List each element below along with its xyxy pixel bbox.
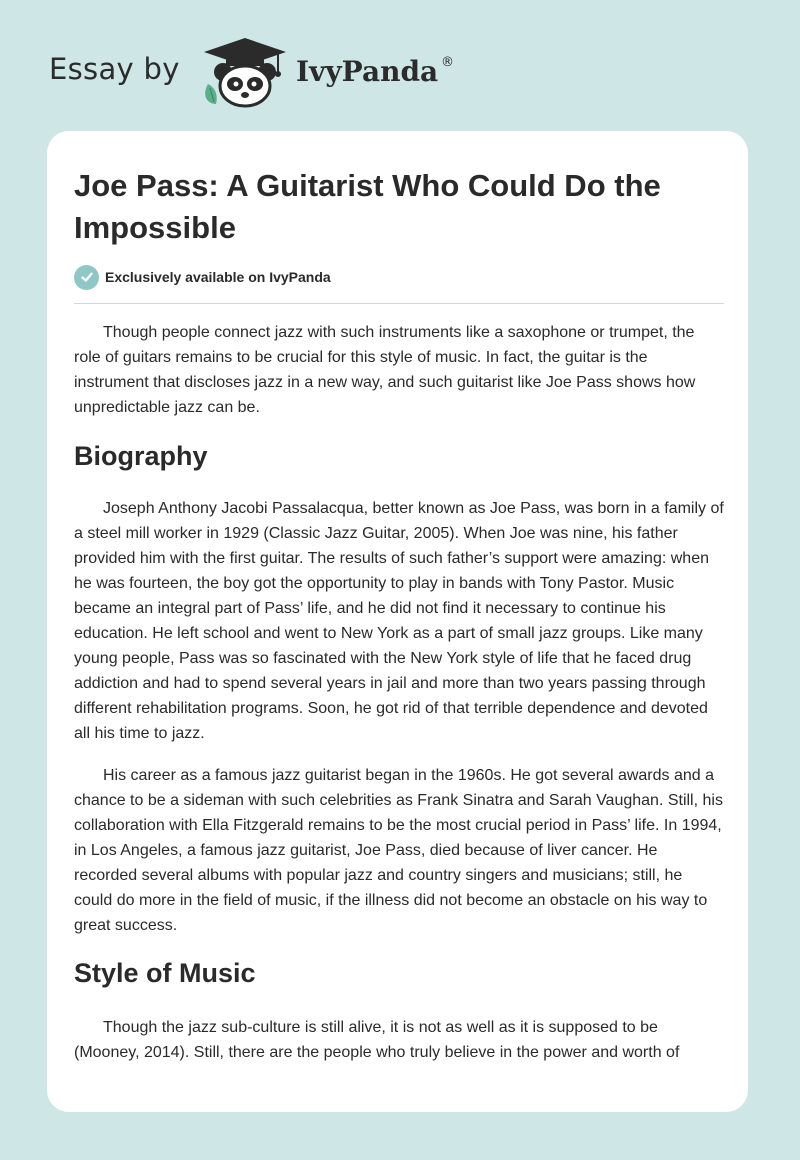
biography-paragraph-2: His career as a famous jazz guitarist began in the 1960s. He got several awards and a chance to be a sideman with such celebrities as Frank Sinatra and Sarah Vaughan. Still, his collaboration with Ella Fitzgerald remains to be the most crucial period in Pass’ life. In 1994, in Los Angeles, a famous jazz guitarist, Joe Pass, died because of liver cancer. He recorded several albums with popular jazz and country singers and musicians; still, he could do more in the field of music, if the illness did not become an obstacle on his way to great success. — [74, 767, 723, 934]
intro-paragraph: Though people connect jazz with such instruments like a saxophone or trumpet, the role of guitars remains to be crucial for this style of music. In fact, the guitar is the instrument that discloses jazz in a new way, and such guitarist like Joe Pass shows how unpredictable jazz can be. — [74, 324, 696, 416]
section-heading-style-of-music: Style of Music — [74, 958, 256, 988]
article-card — [47, 131, 748, 1112]
divider — [74, 303, 724, 304]
section-heading-biography: Biography — [74, 441, 208, 471]
panda-graduate-icon[interactable] — [200, 36, 290, 108]
registered-mark: ® — [441, 55, 454, 70]
style-of-music-paragraph-1: Though the jazz sub-culture is still alive, it is not as well as it is supposed to be (Mooney, 2014). Still, there are the people who truly believe in the power and worth of — [74, 1019, 680, 1061]
brand-name[interactable]: IvyPanda — [296, 55, 439, 88]
exclusive-badge — [74, 264, 331, 290]
exclusive-badge-label: Exclusively available on IvyPanda — [105, 269, 331, 285]
page-title: Joe Pass: A Guitarist Who Could Do the Impossible — [74, 168, 661, 245]
essay-by-label: Essay by — [49, 52, 180, 86]
check-icon — [74, 265, 99, 290]
site-header — [0, 0, 800, 130]
biography-paragraph-1: Joseph Anthony Jacobi Passalacqua, better known as Joe Pass, was born in a family of a steel mill worker in 1929 (Classic Jazz Guitar, 2005). When Joe was nine, his father provided him with the first guitar. The results of such father’s support were amazing: when he was fourteen, the boy got the opportunity to play in bands with Tony Pastor. Music became an integral part of Pass’ life, and he did not find it necessary to continue his education. He left school and went to New York as a part of small jazz groups. Like many young people, Pass was so fascinated with the New York style of life that he faced drug addiction and had to spend several years in jail and more than two years passing through different rehabilitation programs. Soon, he got rid of that terrible dependence and devoted all his time to jazz. — [74, 500, 724, 742]
